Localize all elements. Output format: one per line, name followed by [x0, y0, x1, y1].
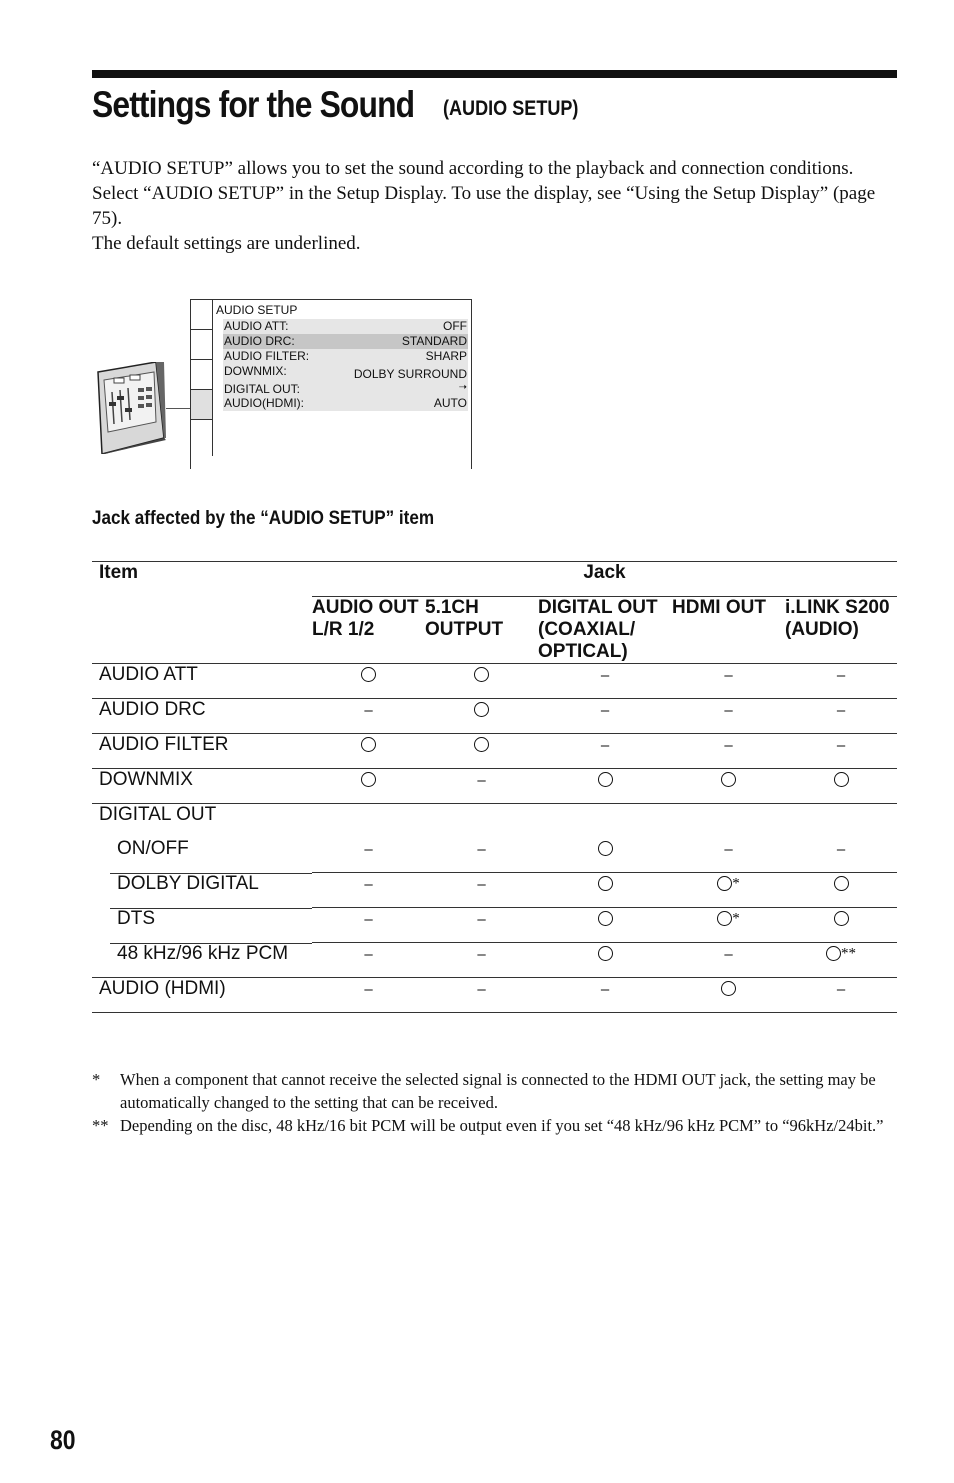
- row-cell: [785, 804, 897, 839]
- circle-icon: [826, 946, 841, 961]
- row-cell: [312, 908, 425, 943]
- table-row: [92, 838, 897, 873]
- row-cell: [538, 943, 672, 978]
- row-cell: [785, 873, 897, 908]
- dash-mark: –: [836, 667, 846, 684]
- footnote-mark: **: [92, 1116, 109, 1135]
- table-row: [92, 908, 897, 943]
- footnote: [92, 1068, 897, 1114]
- row-cell: [312, 838, 425, 873]
- setup-tab: [191, 330, 212, 360]
- row-item-label: AUDIO (HDMI): [92, 978, 312, 1013]
- row-cell: [425, 769, 538, 804]
- row-cell: [312, 734, 425, 769]
- circle-icon: [474, 737, 489, 752]
- setup-row-value: ➝: [458, 382, 467, 393]
- setup-row-value: DOLBY SURROUND: [353, 367, 467, 381]
- intro-para-2: Select “AUDIO SETUP” in the Setup Display. To use the display, see “Using the Setup Display” (page 75).: [92, 183, 876, 229]
- dash-mark: –: [364, 876, 373, 893]
- column-header: AUDIO OUT L/R 1/2: [312, 597, 425, 664]
- page-title: [92, 84, 579, 126]
- setup-row-value: SHARP: [425, 349, 467, 363]
- row-cell: [785, 838, 897, 873]
- row-cell: [538, 838, 672, 873]
- row-cell: [538, 699, 672, 734]
- row-cell: [312, 943, 425, 978]
- setup-row: [223, 364, 468, 382]
- row-cell: [425, 664, 538, 699]
- row-cell: [672, 943, 785, 978]
- table-row: [92, 734, 897, 769]
- circle-icon: [361, 737, 376, 752]
- page-number: 80: [50, 1425, 76, 1455]
- row-cell: [672, 804, 785, 839]
- row-cell: [785, 943, 897, 978]
- circle-icon: [474, 667, 489, 682]
- dash-mark: –: [364, 946, 373, 963]
- setup-row-value: STANDARD: [401, 334, 467, 348]
- row-cell: [785, 699, 897, 734]
- setup-row: [223, 382, 468, 397]
- row-cell: [538, 908, 672, 943]
- row-item-label: DIGITAL OUT: [92, 804, 312, 839]
- setup-row-label: DOWNMIX:: [224, 364, 287, 378]
- intro-para-1: “AUDIO SETUP” allows you to set the sound according to the playback and connection conditions.: [92, 158, 854, 179]
- circle-icon: [721, 772, 736, 787]
- row-cell: [672, 734, 785, 769]
- setup-row-label: AUDIO DRC:: [224, 334, 295, 348]
- row-item-label: DOLBY DIGITAL: [92, 873, 312, 908]
- audio-mixer-icon: [94, 362, 166, 454]
- circle-icon: [361, 772, 376, 787]
- row-cell: [538, 978, 672, 1013]
- circle-icon: [598, 841, 613, 856]
- table-row: [92, 664, 897, 699]
- dash-mark: –: [836, 841, 846, 858]
- table-row: [92, 699, 897, 734]
- circle-icon: [834, 876, 849, 891]
- circle-icon: [598, 946, 613, 961]
- row-item-label: AUDIO FILTER: [92, 734, 312, 769]
- jack-table: [92, 561, 897, 1013]
- row-cell: [672, 699, 785, 734]
- footnotes: [92, 1068, 897, 1137]
- column-header: DIGITAL OUT (COAXIAL/ OPTICAL): [538, 597, 672, 664]
- setup-row-label: AUDIO ATT:: [224, 319, 289, 333]
- setup-row-value: OFF: [443, 319, 467, 333]
- row-item-label: AUDIO DRC: [92, 699, 312, 734]
- row-cell: [538, 734, 672, 769]
- dash-mark: –: [477, 772, 486, 789]
- circle-icon: [598, 876, 613, 891]
- setup-tab-column: [191, 300, 213, 456]
- row-cell: [672, 664, 785, 699]
- dash-mark: –: [836, 737, 846, 754]
- dash-mark: –: [364, 981, 373, 998]
- dash-mark: –: [364, 841, 373, 858]
- dash-mark: –: [724, 702, 733, 719]
- footnote-ref: **: [841, 945, 856, 962]
- dash-mark: –: [600, 667, 610, 684]
- row-item-label: 48 kHz/96 kHz PCM: [92, 943, 312, 978]
- footnote: [92, 1114, 897, 1137]
- row-cell: [672, 769, 785, 804]
- item-header: Item: [92, 562, 312, 664]
- column-header: i.LINK S200 (AUDIO): [785, 597, 897, 664]
- row-cell: [538, 804, 672, 839]
- setup-tab: [191, 360, 212, 390]
- footnote-text: Depending on the disc, 48 kHz/16 bit PCM will be output even if you set “48 kHz/96 kHz PCM” to “96kHz/24bit.”: [120, 1116, 884, 1135]
- row-item-label: ON/OFF: [117, 838, 189, 859]
- table-row: [92, 804, 897, 839]
- table-body: [92, 664, 897, 1013]
- circle-icon: [721, 981, 736, 996]
- page-title-main: Settings for the Sound: [92, 84, 415, 125]
- row-cell: [538, 769, 672, 804]
- row-cell: [312, 978, 425, 1013]
- row-cell: [785, 978, 897, 1013]
- setup-row: [223, 349, 468, 364]
- setup-row: [223, 319, 468, 334]
- circle-icon: [598, 911, 613, 926]
- row-cell: [312, 804, 425, 839]
- table-row: [92, 943, 897, 978]
- row-cell: [312, 699, 425, 734]
- row-cell: [312, 873, 425, 908]
- column-header: HDMI OUT: [672, 597, 785, 664]
- row-cell: [785, 769, 897, 804]
- footnote-ref: *: [732, 875, 740, 892]
- row-cell: [312, 769, 425, 804]
- footnote-text: When a component that cannot receive the selected signal is connected to the HDMI OUT jack, the setting may be automatically changed to the setting that can be received.: [120, 1070, 876, 1112]
- circle-icon: [717, 876, 732, 891]
- row-cell: [538, 873, 672, 908]
- dash-mark: –: [724, 737, 733, 754]
- column-header: 5.1CH OUTPUT: [425, 597, 538, 664]
- dash-mark: –: [600, 981, 610, 998]
- row-cell: [425, 699, 538, 734]
- circle-icon: [834, 911, 849, 926]
- table-row: [92, 978, 897, 1013]
- dash-mark: –: [477, 841, 486, 858]
- dash-mark: –: [724, 946, 733, 963]
- row-cell: [785, 664, 897, 699]
- jack-header: Jack: [312, 562, 897, 597]
- row-cell: [672, 873, 785, 908]
- dash-mark: –: [724, 841, 733, 858]
- footnote-mark: *: [92, 1070, 101, 1089]
- setup-row-label: DIGITAL OUT:: [224, 382, 301, 396]
- setup-row-label: AUDIO FILTER:: [224, 349, 310, 363]
- circle-icon: [834, 772, 849, 787]
- circle-icon: [474, 702, 489, 717]
- dash-mark: –: [477, 946, 486, 963]
- row-cell: [425, 734, 538, 769]
- page-title-sub: (AUDIO SETUP): [443, 97, 579, 120]
- row-cell: [312, 664, 425, 699]
- row-cell: [425, 873, 538, 908]
- circle-icon: [361, 667, 376, 682]
- table-row: [92, 873, 897, 908]
- row-cell: [672, 838, 785, 873]
- row-cell: [785, 734, 897, 769]
- row-cell: [425, 804, 538, 839]
- row-cell: [425, 943, 538, 978]
- row-item-label: DOWNMIX: [92, 769, 312, 804]
- circle-icon: [717, 911, 732, 926]
- dash-mark: –: [364, 702, 373, 719]
- dash-mark: –: [600, 737, 610, 754]
- setup-tab: [191, 420, 212, 450]
- dash-mark: –: [600, 702, 610, 719]
- dash-mark: –: [836, 702, 846, 719]
- setup-display: [190, 299, 472, 469]
- footnote-ref: *: [732, 910, 740, 927]
- table-header-row: [92, 562, 897, 597]
- section-heading: Jack affected by the “AUDIO SETUP” item: [92, 508, 435, 529]
- intro-para-3: The default settings are underlined.: [92, 233, 361, 254]
- setup-row-value: AUTO: [433, 396, 467, 410]
- dash-mark: –: [477, 981, 486, 998]
- dash-mark: –: [364, 911, 373, 928]
- row-item-label: AUDIO ATT: [92, 664, 312, 699]
- row-cell: [425, 978, 538, 1013]
- setup-tab-selected: [191, 390, 212, 420]
- circle-icon: [598, 772, 613, 787]
- setup-display-title: AUDIO SETUP: [216, 303, 298, 317]
- row-cell: [785, 908, 897, 943]
- dash-mark: –: [477, 911, 486, 928]
- setup-row-label: AUDIO(HDMI):: [224, 396, 304, 410]
- dash-mark: –: [477, 876, 486, 893]
- row-item-label: DTS: [92, 908, 312, 943]
- row-cell: [425, 838, 538, 873]
- row-cell: [672, 908, 785, 943]
- dash-mark: –: [836, 981, 846, 998]
- dash-mark: –: [724, 667, 733, 684]
- intro-text: [92, 156, 882, 256]
- setup-tab: [191, 300, 212, 330]
- table-row: [92, 769, 897, 804]
- title-rule: [92, 70, 897, 78]
- row-cell: [672, 978, 785, 1013]
- setup-row-highlighted: [223, 334, 468, 349]
- row-cell: [425, 908, 538, 943]
- row-cell: [538, 664, 672, 699]
- setup-row: [223, 396, 468, 411]
